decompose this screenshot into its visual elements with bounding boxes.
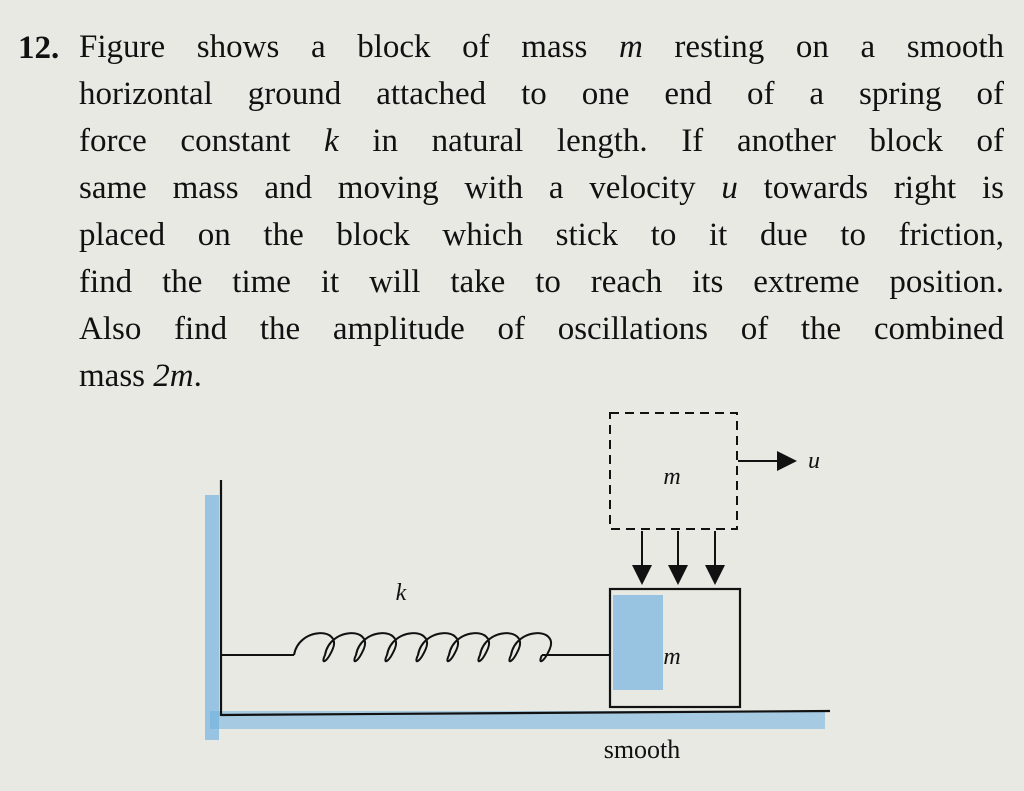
upper-block-mass-label: m	[663, 464, 681, 490]
spring-block-figure	[190, 405, 840, 775]
wall-shading	[205, 495, 219, 740]
text-segment: in natural length. If another block of	[338, 123, 1004, 159]
question-line	[79, 165, 1004, 212]
question-line	[79, 118, 1004, 165]
text-segment: .	[193, 358, 202, 394]
text-segment: resting on a smooth	[642, 29, 1004, 65]
text-segment: horizontal ground attached to one end of a spring of	[79, 76, 1004, 112]
diagram-svg	[190, 405, 840, 775]
math-symbol: k	[324, 123, 339, 159]
question-text	[79, 24, 1004, 400]
text-segment: find the time it will take to reach its extreme position.	[79, 264, 1004, 300]
question-line	[79, 212, 1004, 259]
math-symbol: u	[721, 170, 738, 206]
spring-coil	[294, 633, 551, 661]
question-line	[79, 24, 1004, 71]
text-segment: Figure shows a block of mass	[79, 29, 619, 65]
math-symbol: m	[618, 29, 643, 65]
text-segment: force constant	[79, 123, 325, 159]
text-segment: mass	[79, 358, 154, 394]
question-line	[79, 306, 1004, 353]
question-line	[79, 71, 1004, 118]
text-segment: towards right is	[737, 170, 1004, 206]
lower-block-mass-label: m	[663, 644, 681, 670]
question-line	[79, 353, 1004, 400]
block-shading	[613, 595, 663, 690]
text-segment: placed on the block which stick to it due to friction,	[79, 217, 1004, 253]
ground-smooth-label: smooth	[603, 735, 681, 764]
question-line	[79, 259, 1004, 306]
math-symbol: 2m	[153, 358, 194, 394]
spring-constant-label: k	[395, 580, 407, 606]
text-segment: Also find the amplitude of oscillations of the combined	[79, 311, 1004, 347]
text-segment: same mass and moving with a velocity	[79, 170, 722, 206]
velocity-label: u	[808, 448, 820, 474]
question-number: 12.	[18, 30, 60, 66]
